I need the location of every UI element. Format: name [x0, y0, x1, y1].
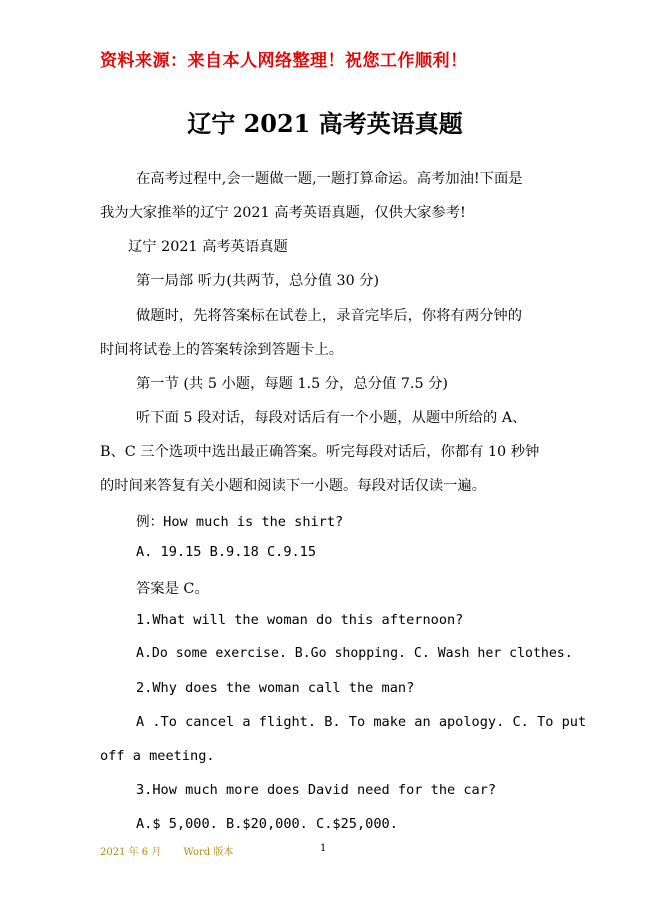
paragraph-line: B、C 三个选项中选出最正确答案。听完每段对话后，你都有 10 秒钟 — [100, 444, 540, 460]
footer-meta — [100, 843, 233, 858]
paragraph-line: 我为大家推举的辽宁 2021 高考英语真题，仅供大家参考! — [100, 205, 466, 221]
section-heading: 第一节 (共 5 小题，每题 1.5 分，总分值 7.5 分) — [136, 376, 448, 392]
question-3-options: A.$ 5,000. B.$20,000. C.$25,000. — [136, 816, 398, 832]
example-options: A. 19.15 B.9.18 C.9.15 — [136, 544, 317, 560]
section-heading: 第一局部 听力(共两节，总分值 30 分) — [136, 273, 380, 289]
paragraph-line: 时间将试卷上的答案转涂到答题卡上。 — [100, 342, 344, 358]
paragraph-line: 在高考过程中,会一题做一题,一题打算命运。高考加油!下面是 — [136, 171, 523, 187]
question-1: 1.What will the woman do this afternoon? — [136, 612, 464, 628]
section-heading: 辽宁 2021 高考英语真题 — [128, 239, 288, 255]
document-title: 辽宁 2021 高考英语真题 — [187, 109, 463, 138]
question-2: 2.Why does the woman call the man? — [136, 680, 415, 696]
question-2-options: A .To cancel a flight. B. To make an apology. C. To put — [136, 714, 587, 730]
example-question: 例：How much is the shirt? — [136, 514, 344, 530]
paragraph-line: 做题时，先将答案标在试卷上，录音完毕后，你将有两分钟的 — [136, 308, 523, 324]
example-answer: 答案是 C。 — [136, 581, 209, 597]
question-3: 3.How much more does David need for the car? — [136, 782, 497, 798]
footer-date: 2021 年 6 月 — [100, 847, 162, 858]
source-banner: 资料来源：来自本人网络整理！祝您工作顺利！ — [100, 51, 468, 71]
paragraph-line: 听下面 5 段对话，每段对话后有一个小题，从题中所给的 A、 — [136, 410, 527, 426]
page-number: 1 — [320, 843, 327, 854]
paragraph-line: 的时间来答复有关小题和阅读下一小题。每段对话仅读一遍。 — [100, 478, 487, 494]
footer-version: Word 版本 — [183, 847, 234, 858]
question-2-options-cont: off a meeting. — [100, 748, 215, 764]
question-1-options: A.Do some exercise. B.Go shopping. C. Wash her clothes. — [136, 646, 573, 661]
